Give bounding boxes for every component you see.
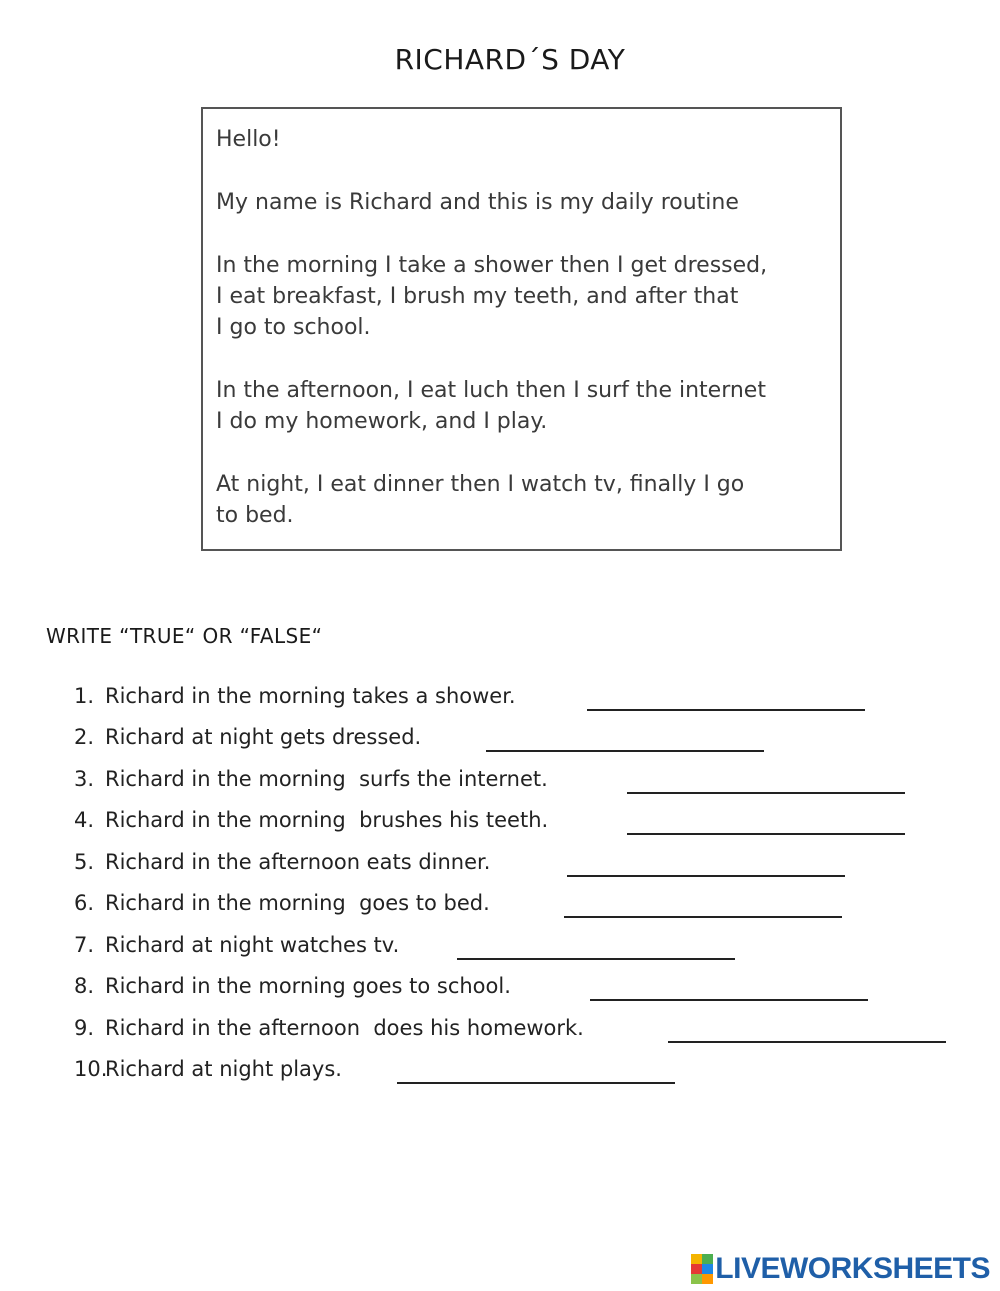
question-number: 5.	[74, 850, 95, 874]
question-number: 4.	[74, 808, 95, 832]
answer-line[interactable]	[457, 958, 735, 960]
question-number: 9.	[74, 1016, 95, 1040]
question-number: 3.	[74, 767, 95, 791]
question-text: Richard in the afternoon does his homework.	[105, 1016, 584, 1040]
answer-line[interactable]	[486, 750, 764, 752]
question-text: Richard at night watches tv.	[105, 933, 400, 957]
reading-paragraph: My name is Richard and this is my daily routine	[216, 190, 739, 215]
reading-paragraph: In the afternoon, I eat luch then I surf the internet I do my homework, and I play.	[216, 378, 766, 434]
question-item	[0, 1016, 1000, 1050]
question-item	[0, 725, 1000, 759]
question-number: 10.	[74, 1057, 108, 1081]
answer-line[interactable]	[567, 875, 845, 877]
question-number: 1.	[74, 684, 95, 708]
question-text: Richard in the morning surfs the internet.	[105, 767, 548, 791]
answer-line[interactable]	[627, 792, 905, 794]
question-text: Richard in the morning goes to school.	[105, 974, 511, 998]
question-item	[0, 850, 1000, 884]
question-item	[0, 767, 1000, 801]
liveworksheets-logo-icon	[691, 1254, 713, 1284]
question-item	[0, 808, 1000, 842]
logo-text: LIVEWORKSHEETS	[715, 1252, 990, 1285]
question-item	[0, 974, 1000, 1008]
question-text: Richard in the morning brushes his teeth.	[105, 808, 549, 832]
answer-line[interactable]	[587, 709, 865, 711]
answer-line[interactable]	[564, 916, 842, 918]
question-text: Richard at night gets dressed.	[105, 725, 422, 749]
reading-passage	[201, 107, 842, 551]
answer-line[interactable]	[668, 1041, 946, 1043]
reading-paragraph: Hello!	[216, 127, 281, 152]
reading-paragraph: In the morning I take a shower then I get dressed, I eat breakfast, I brush my teeth, and after that I go to school.	[216, 253, 768, 340]
answer-line[interactable]	[590, 999, 868, 1001]
question-text: Richard at night plays.	[105, 1057, 342, 1081]
question-number: 2.	[74, 725, 95, 749]
question-number: 8.	[74, 974, 95, 998]
instruction-heading: WRITE “TRUE“ OR “FALSE“	[46, 624, 323, 648]
question-item	[0, 933, 1000, 967]
question-item	[0, 891, 1000, 925]
page-title: RICHARD´S DAY	[394, 43, 626, 76]
answer-line[interactable]	[627, 833, 905, 835]
question-number: 7.	[74, 933, 95, 957]
question-text: Richard in the morning takes a shower.	[105, 684, 516, 708]
question-text: Richard in the afternoon eats dinner.	[105, 850, 491, 874]
question-text: Richard in the morning goes to bed.	[105, 891, 490, 915]
question-item	[0, 684, 1000, 718]
question-number: 6.	[74, 891, 95, 915]
answer-line[interactable]	[397, 1082, 675, 1084]
question-item	[0, 1057, 1000, 1091]
reading-paragraph: At night, I eat dinner then I watch tv, finally I go to bed.	[216, 472, 745, 528]
liveworksheets-logo[interactable]	[691, 1252, 990, 1286]
